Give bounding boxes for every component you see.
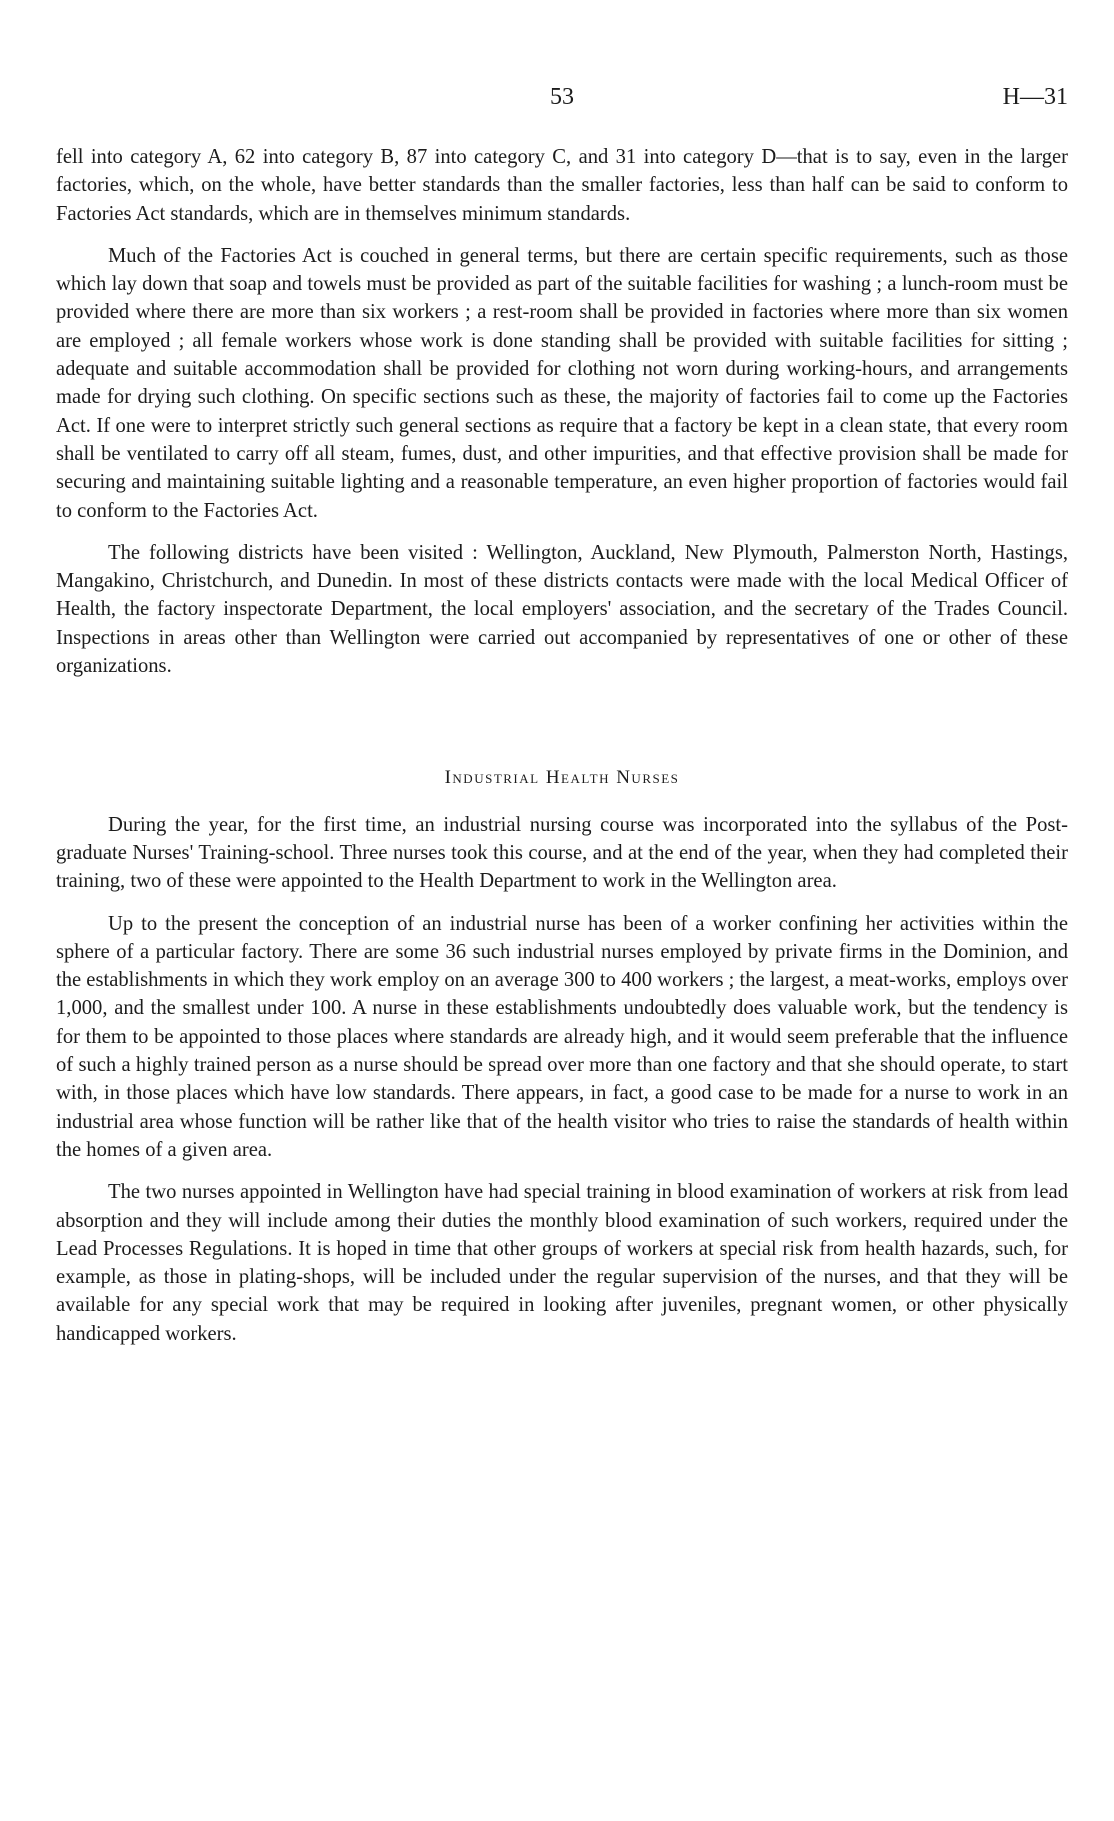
paragraph-wellington-nurses: The two nurses appointed in Wellington have had special training in blood examination of workers at risk from lead absorption and they will include among their duties the monthly blood examination of such workers, required under the Lead Processes Regulations. It is hoped in time that other groups of workers at special risk from health hazards, such, for example, as those in plating-shops, will be included under the regular supervision of the nurses, and that they will be available for any special work that may be required in looking after juveniles, pregnant women, or other physically handicapped workers. [56, 1181, 1068, 1345]
page-header [56, 84, 1068, 118]
paragraph-factories-act: Much of the Factories Act is couched in general terms, but there are certain specific requirements, such as those which lay down that soap and towels must be provided as part of the suitable facilities for washing ; a lunch-room must be provided where there are more than six workers ; a rest-room shall be provided in factories where more than six women are employed ; all female workers whose work is done standing shall be provided with suitable facilities for sitting ; adequate and suitable accommodation shall be provided for clothing not worn during working-hours, and arrangements made for drying such clothing. On specific sections such as these, the majority of factories fail to come up the Factories Act. If one were to interpret strictly such general sections as require that a factory be kept in a clean state, that every room shall be ventilated to carry off all steam, fumes, dust, and other impurities, and that effective provision shall be made for securing and maintaining suitable lighting and a reasonable temperature, an even higher proportion of factories would fail to conform to the Factories Act. [56, 244, 1068, 522]
section-heading-industrial-health-nurses: Industrial Health Nurses [444, 767, 680, 789]
paragraph-nursing-course: During the year, for the first time, an industrial nursing course was incorporated into the syllabus of the Post-graduate Nurses' Training-school. Three nurses took this course, and at the end of the year, when they had completed their training, two of these were appointed to the Health Department to work in the Wellington area. [56, 813, 1068, 893]
document-reference: H—31 [1002, 84, 1068, 110]
page-number: 53 [550, 84, 574, 110]
paragraph-districts-visited: The following districts have been visited : Wellington, Auckland, New Plymouth, Palmerston North, Hastings, Mangakino, Christchurch, and Dunedin. In most of these districts contacts were made with the local Medical Officer of Health, the factory inspectorate Department, the local employers' association, and the secretary of the Trades Council. Inspections in areas other than Wellington were carried out accompanied by representatives of one or other of these organizations. [56, 541, 1068, 678]
paragraph-continuation: fell into category A, 62 into category B, 87 into category C, and 31 into category D—that is to say, even in the larger factories, which, on the whole, have better standards than the smaller factories, less than half can be said to conform to Factories Act standards, which are in themselves minimum standards. [56, 146, 1068, 225]
document-body [56, 143, 1068, 1362]
paragraph-industrial-nurse-conception: Up to the present the conception of an industrial nurse has been of a worker confining her activities within the sphere of a particular factory. There are some 36 such industrial nurses employed by private firms in the Dominion, and the establishments in which they work employ on an average 300 to 400 workers ; the largest, a meat-works, employs over 1,000, and the smallest under 100. A nurse in these establishments undoubtedly does valuable work, but the tendency is for them to be appointed to those places where standards are already high, and it would seem preferable that the influence of such a highly trained person as a nurse should be spread over more than one factory and that she should operate, to start with, in those places which have low standards. There appears, in fact, a good case to be made for a nurse to work in an industrial area whose function will be rather like that of the health visitor who tries to raise the standards of health within the homes of a given area. [56, 912, 1068, 1161]
